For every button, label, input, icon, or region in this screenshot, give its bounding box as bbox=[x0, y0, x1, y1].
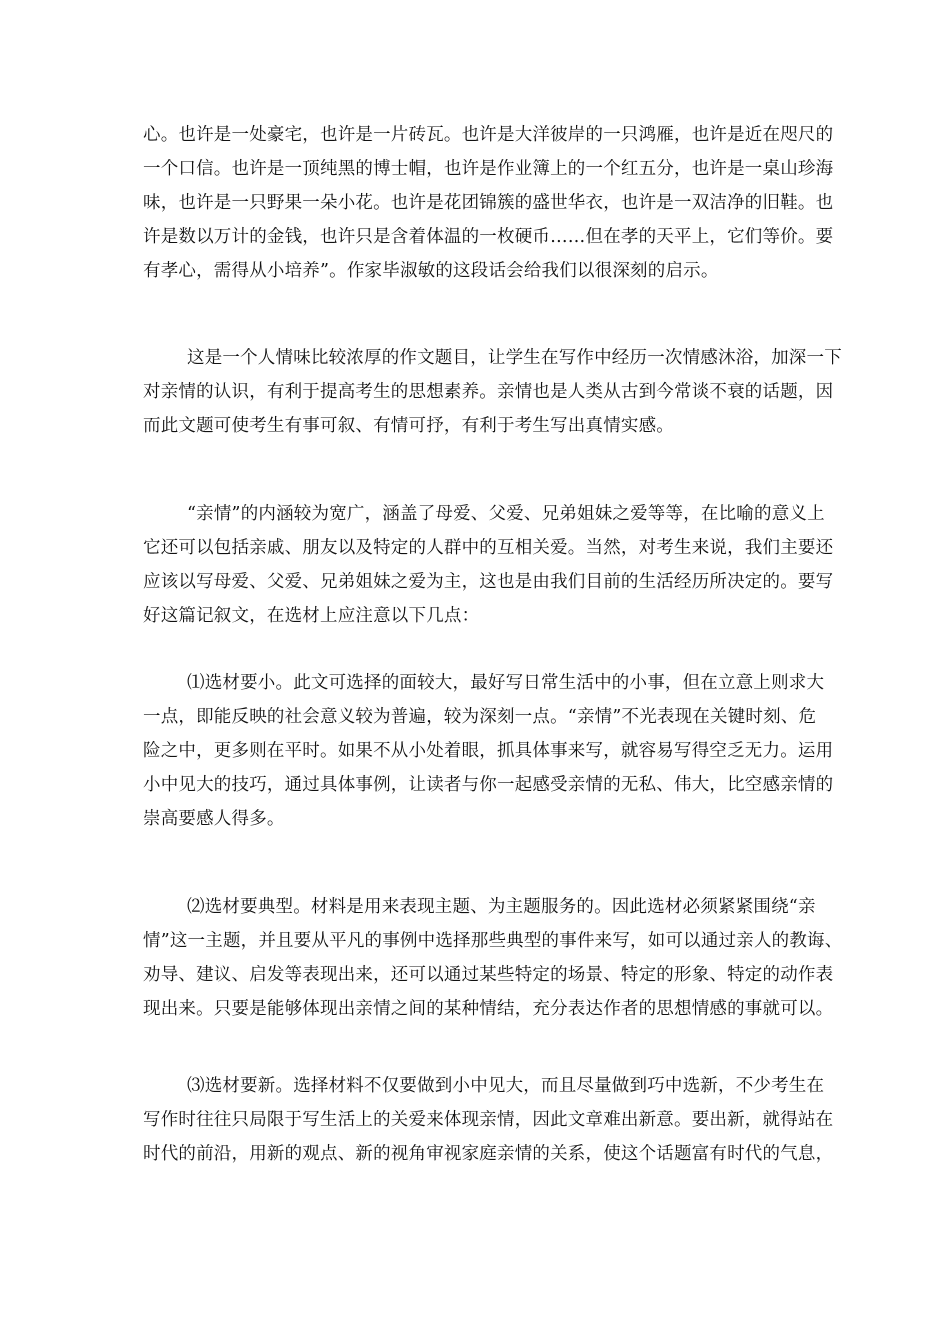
paragraph-line: 写作时往往只局限于写生活上的关爱来体现亲情，因此文章难出新意。要出新，就得站在 bbox=[143, 1110, 834, 1130]
paragraph-line: 味，也许是一只野果一朵小花。也许是花团锦簇的盛世华衣，也许是一双洁净的旧鞋。也 bbox=[143, 193, 834, 213]
paragraph-2 bbox=[143, 341, 842, 443]
paragraph-line: 它还可以包括亲戚、朋友以及特定的人群中的互相关爱。当然，对考生来说，我们主要还 bbox=[143, 538, 834, 558]
paragraph-line: 有孝心，需得从小培养”。作家毕淑敏的这段话会给我们以很深刻的启示。 bbox=[143, 261, 719, 281]
paragraph-4 bbox=[143, 666, 834, 836]
paragraph-3 bbox=[143, 497, 834, 633]
paragraph-line: 情”这一主题，并且要从平凡的事例中选择那些典型的事件来写，如可以通过亲人的教诲、 bbox=[143, 931, 843, 951]
paragraph-5 bbox=[143, 890, 843, 1026]
paragraph-line: 而此文题可使考生有事可叙、有情可抒，有利于考生写出真情实感。 bbox=[143, 416, 674, 436]
paragraph-line: 时代的前沿，用新的观点、新的视角审视家庭亲情的关系，使这个话题富有时代的气息， bbox=[143, 1144, 834, 1164]
paragraph-line: ⑶选材要新。选择材料不仅要做到小中见大，而且尽量做到巧中选新，不少考生在 bbox=[187, 1076, 825, 1096]
paragraph-line: ⑴选材要小。此文可选择的面较大，最好写日常生活中的小事，但在立意上则求大 bbox=[187, 673, 825, 693]
paragraph-line: 现出来。只要是能够体现出亲情之间的某种情结，充分表达作者的思想情感的事就可以。 bbox=[143, 999, 834, 1019]
paragraph-line: 心。也许是一处豪宅，也许是一片砖瓦。也许是大洋彼岸的一只鸿雁，也许是近在咫尺的 bbox=[143, 125, 834, 145]
paragraph-line: 崇高要感人得多。 bbox=[143, 809, 285, 829]
paragraph-6 bbox=[143, 1069, 834, 1171]
paragraph-line: “亲情”的内涵较为宽广，涵盖了母爱、父爱、兄弟姐妹之爱等等，在比喻的意义上 bbox=[187, 504, 825, 524]
paragraph-line: 这是一个人情味比较浓厚的作文题目，让学生在写作中经历一次情感沐浴，加深一下 bbox=[187, 348, 842, 368]
paragraph-line: 一点，即能反映的社会意义较为普遍，较为深刻一点。“亲情”不光表现在关键时刻、危 bbox=[143, 707, 817, 727]
paragraph-line: 一个口信。也许是一顶纯黑的博士帽，也许是作业簿上的一个红五分，也许是一桌山珍海 bbox=[143, 159, 834, 179]
paragraph-line: 应该以写母爱、父爱、兄弟姐妹之爱为主，这也是由我们目前的生活经历所决定的。要写 bbox=[143, 572, 834, 592]
paragraph-line: 好这篇记叙文，在选材上应注意以下几点： bbox=[143, 606, 480, 626]
paragraph-line: 险之中，更多则在平时。如果不从小处着眼，抓具体事来写，就容易写得空乏无力。运用 bbox=[143, 741, 834, 761]
paragraph-line: 小中见大的技巧，通过具体事例，让读者与你一起感受亲情的无私、伟大，比空感亲情的 bbox=[143, 775, 834, 795]
paragraph-line: 对亲情的认识，有利于提高考生的思想素养。亲情也是人类从古到今常谈不衰的话题，因 bbox=[143, 382, 834, 402]
paragraph-line: 劝导、建议、启发等表现出来，还可以通过某些特定的场景、特定的形象、特定的动作表 bbox=[143, 965, 834, 985]
paragraph-1 bbox=[143, 118, 834, 288]
paragraph-line: 许是数以万计的金钱，也许只是含着体温的一枚硬币……但在孝的天平上，它们等价。要 bbox=[143, 227, 834, 247]
paragraph-line: ⑵选材要典型。材料是用来表现主题、为主题服务的。因此选材必须紧紧围绕“亲 bbox=[187, 897, 816, 917]
